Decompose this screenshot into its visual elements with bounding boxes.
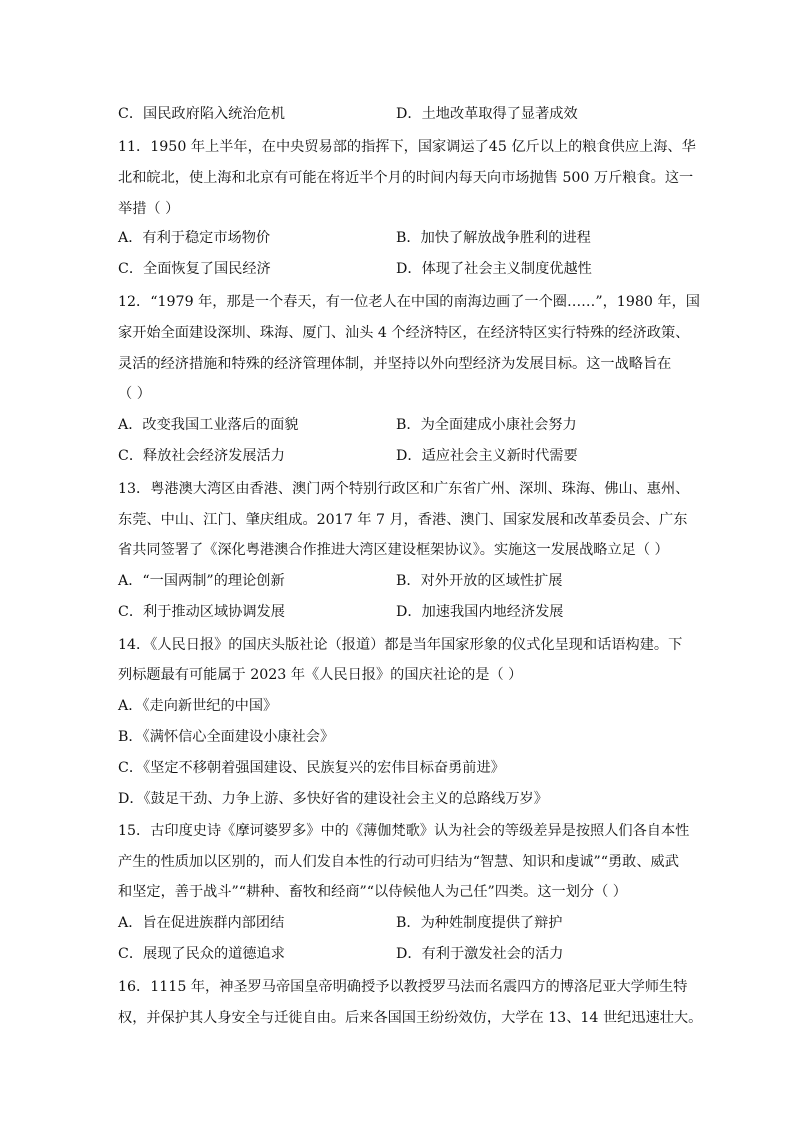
q14-option-c: C．《坚定不移朝着强国建设、民族复兴的宏伟目标奋勇前进》 bbox=[118, 760, 505, 776]
q13-option-c: C．利于推动区域协调发展 bbox=[118, 604, 285, 620]
q14-option-b: B．《满怀信心全面建设小康社会》 bbox=[118, 729, 335, 745]
q13-stem-line: 东莞、中山、江门、肇庆组成。2017 年 7 月，香港、澳门、国家发展和改革委员会、广东 bbox=[118, 512, 688, 528]
q11-stem-line: 举措（ ） bbox=[118, 201, 180, 217]
q13-option-b: B．对外开放的区域性扩展 bbox=[396, 573, 563, 589]
q15-stem-line: 15．古印度史诗《摩诃婆罗多》中的《薄伽梵歌》认为社会的等级差异是按照人们各自本性 bbox=[118, 823, 690, 839]
q11-option-b: B．加快了解放战争胜利的进程 bbox=[396, 230, 591, 246]
q15-stem-line: 产生的性质加以区别的，而人们发自本性的行动可归结为“智慧、知识和虔诚”“勇敢、威武 bbox=[118, 854, 679, 870]
q13-option-d: D．加速我国内地经济发展 bbox=[396, 604, 564, 620]
q15-option-a: A．旨在促进族群内部团结 bbox=[118, 915, 285, 931]
q13-stem-line: 13．粤港澳大湾区由香港、澳门两个特别行政区和广东省广州、深圳、珠海、佛山、惠州、 bbox=[118, 481, 690, 497]
q14-stem-line: 14．《人民日报》的国庆头版社论（报道）都是当年国家形象的仪式化呈现和话语构建。下 bbox=[118, 637, 683, 653]
q13-stem-line: 省共同签署了《深化粤港澳合作推进大湾区建设框架协议》。实施这一发展战略立足（ ） bbox=[118, 542, 669, 558]
q15-option-d: D．有利于激发社会的活力 bbox=[396, 946, 564, 962]
q12-stem-line: 灵活的经济措施和特殊的经济管理体制，并坚持以外向型经济为发展目标。这一战略旨在 bbox=[118, 356, 672, 372]
q16-stem-line: 16．1115 年，神圣罗马帝国皇帝明确授予以教授罗马法而名震四方的博洛尼亚大学师生特 bbox=[118, 979, 688, 995]
q12-option-d: D．适应社会主义新时代需要 bbox=[396, 448, 578, 464]
q11-stem-line: 北和皖北，使上海和北京有可能在将近半个月的时间内每天向市场抛售 500 万斤粮食。这一 bbox=[118, 170, 694, 186]
q14-option-d: D．《鼓足干劲、力争上游、多快好省的建设社会主义的总路线万岁》 bbox=[118, 791, 548, 807]
q10-option-c: C．国民政府陷入统治危机 bbox=[118, 106, 285, 122]
q13-option-a: A．“一国两制”的理论创新 bbox=[118, 573, 285, 589]
q15-option-b: B．为种姓制度提供了辩护 bbox=[396, 915, 563, 931]
q11-option-a: A．有利于稳定市场物价 bbox=[118, 230, 271, 246]
q12-option-c: C．释放社会经济发展活力 bbox=[118, 448, 285, 464]
q12-stem-line: （ ） bbox=[118, 386, 151, 402]
q14-option-a: A．《走向新世纪的中国》 bbox=[118, 698, 278, 714]
q12-option-b: B．为全面建成小康社会努力 bbox=[396, 417, 577, 433]
q12-option-a: A．改变我国工业落后的面貌 bbox=[118, 417, 299, 433]
q12-stem-line: 12．“1979 年，那是一个春天，有一位老人在中国的南海边画了一个圈……”，1980 年，国 bbox=[118, 294, 700, 310]
q11-option-d: D．体现了社会主义制度优越性 bbox=[396, 261, 592, 277]
q14-stem-line: 列标题最有可能属于 2023 年《人民日报》的国庆社论的是（ ） bbox=[118, 667, 523, 683]
q12-stem-line: 家开始全面建设深圳、珠海、厦门、汕头 4 个经济特区，在经济特区实行特殊的经济政策、 bbox=[118, 325, 690, 341]
q15-option-c: C．展现了民众的道德追求 bbox=[118, 946, 285, 962]
q11-option-c: C．全面恢复了国民经济 bbox=[118, 261, 271, 277]
q16-stem-line: 权，并保护其人身安全与迁徙自由。后来各国国王纷纷效仿，大学在 13、14 世纪迅速壮大。 bbox=[118, 1010, 703, 1026]
q15-stem-line: 和坚定，善于战斗”“耕种、畜牧和经商”“以侍候他人为己任”四类。这一划分（ ） bbox=[118, 884, 627, 900]
q10-option-d: D．土地改革取得了显著成效 bbox=[396, 106, 578, 122]
q11-stem-line: 11．1950 年上半年，在中央贸易部的指挥下，国家调运了45 亿斤以上的粮食供应上海、华 bbox=[118, 139, 696, 155]
